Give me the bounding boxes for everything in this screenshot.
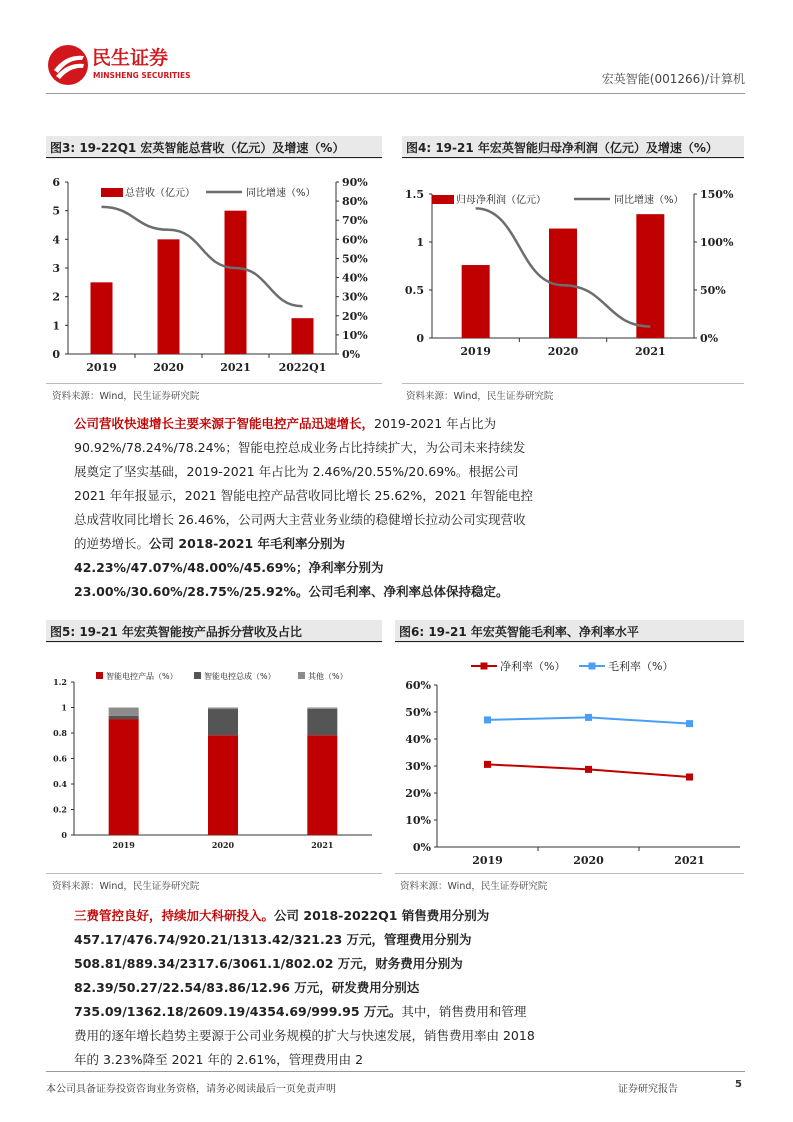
page-number: 5 [735, 1079, 742, 1090]
stack-2020-2 [208, 708, 238, 710]
fig6-source: 资料来源：Wind，民生证券研究院 [400, 881, 548, 892]
legend-swatch-0 [96, 672, 103, 679]
legend-label-0: 净利率（%） [500, 660, 566, 673]
x-tick-label: 2022Q1 [278, 361, 327, 374]
right-tick-label: 80% [342, 195, 368, 209]
left-tick-label: 1 [61, 702, 67, 713]
x-tick-label: 2020 [547, 345, 579, 358]
fig3-title-rule [46, 157, 382, 158]
stack-2020-1 [208, 709, 238, 735]
bar-2019 [462, 265, 490, 338]
paragraph-expenses [74, 904, 536, 1072]
fig5-chart [46, 660, 382, 870]
fig6-title-rule [395, 641, 744, 642]
brand-logo [46, 40, 196, 90]
left-tick-label: 0.4 [53, 779, 67, 789]
x-tick-label: 2021 [220, 361, 251, 374]
fig3-source: 资料来源：Wind，民生证券研究院 [52, 391, 200, 402]
left-tick-label: 20% [405, 787, 431, 800]
footer-disclaimer: 本公司具备证券投资咨询业务资格，请务必阅读最后一页免责声明 [46, 1084, 336, 1095]
left-tick-label: 40% [405, 733, 431, 746]
paragraph-revenue-body: 2019-2021 年占比为 90.92%/78.24%/78.24%；智能电控总成业务占比持续扩大，为公司未来持续发展奠定了坚实基础，2019-2021 年占比为 2.46%/20.55%/20.69%。根据公司 2021 年年报显示，2021 智能电控产品营收同比增长 25.62%，2021 年智能电控总成营收同比增长 26.46%，公司两大主营业务业绩的稳健增长拉动公司实现营收的逆势增长。 [74, 416, 533, 551]
x-tick-label: 2020 [573, 854, 604, 867]
series-point-1-2019 [484, 716, 491, 723]
fig3-title: 图3: 19-22Q1 宏英智能总营收（亿元）及增速（%） [46, 136, 382, 159]
left-tick-label: 0.6 [53, 753, 67, 764]
x-tick-label: 2021 [635, 345, 666, 358]
x-tick-label: 2020 [153, 361, 184, 374]
x-tick-label: 2021 [674, 854, 705, 867]
series-point-1-2021 [686, 720, 693, 727]
right-tick-label: 150% [700, 188, 734, 201]
x-tick-label: 2021 [311, 840, 334, 850]
legend-line-label: 同比增速（%） [614, 195, 684, 206]
fig5-source-rule [46, 873, 382, 874]
legend-label-1: 毛利率（%） [608, 660, 674, 673]
paragraph-revenue-margins: 公司 2018-2021 年毛利率分别为 42.23%/47.07%/48.00%/45.69%；净利率分别为 23.00%/30.60%/28.75%/25.92%。公司毛利率、净利率总体保持稳定。 [74, 536, 509, 599]
series-point-0-2021 [686, 774, 693, 781]
fig5-title: 图5: 19-21 年宏英智能按产品拆分营收及占比 [46, 620, 382, 643]
left-tick-label: 1 [416, 236, 424, 249]
left-tick-label: 0 [52, 348, 60, 361]
left-tick-label: 1.5 [404, 188, 424, 201]
x-tick-label: 2019 [460, 345, 491, 358]
x-tick-label: 2020 [211, 840, 235, 850]
left-tick-label: 10% [405, 814, 431, 827]
brand-name-en: MINSHENG SECURITIES [93, 71, 191, 80]
right-tick-label: 60% [342, 233, 368, 247]
fig6-chart [395, 650, 744, 872]
x-tick-label: 2019 [86, 361, 117, 374]
legend-label-2: 其他（%） [308, 672, 348, 681]
left-tick-label: 0 [416, 332, 424, 345]
x-tick-label: 2019 [472, 854, 503, 867]
left-tick-label: 0.8 [53, 728, 67, 738]
left-tick-label: 0.5 [404, 284, 424, 297]
series-point-0-2019 [484, 761, 491, 768]
series-point-0-2020 [585, 766, 592, 773]
fig4-chart [402, 170, 744, 380]
series-point-1-2020 [585, 714, 592, 721]
left-tick-label: 30% [405, 760, 431, 773]
legend-bar-swatch [101, 188, 123, 197]
left-tick-label: 60% [405, 679, 431, 692]
right-tick-label: 20% [342, 309, 368, 323]
x-tick-label: 2019 [112, 840, 135, 850]
legend-label-1: 智能电控总成（%） [204, 672, 276, 681]
paragraph-revenue-lead: 公司营收快速增长主要来源于智能电控产品迅速增长， [74, 416, 375, 431]
left-tick-label: 3 [52, 262, 60, 275]
left-tick-label: 0 [61, 830, 67, 840]
fig4-source: 资料来源：Wind，民生证券研究院 [406, 391, 554, 402]
legend-label-0: 智能电控产品（%） [106, 672, 178, 681]
right-tick-label: 0% [342, 348, 361, 361]
paragraph-expenses-lead: 三费管控良好，持续加大科研投入。 [74, 908, 275, 923]
footer-divider [46, 1071, 745, 1072]
right-tick-label: 50% [700, 284, 726, 297]
header-divider [46, 93, 745, 94]
left-tick-label: 1.2 [53, 677, 67, 687]
stack-2021-2 [307, 708, 337, 709]
paragraph-expenses-figures: 公司 2018-2022Q1 销售费用分别为 457.17/476.74/920.21/1313.42/321.23 万元，管理费用分别为 508.81/889.34/2317.6/3061.1/802.02 万元，财务费用分别为 82.39/50.27/22.54/83.86/12.96 万元，研发费用分别达 735.09/1362.18/2609.19/4354.69/999.95 万元。 [74, 908, 490, 1019]
left-tick-label: 4 [52, 233, 60, 247]
legend-bar-swatch [432, 195, 454, 204]
fig4-title-rule [402, 157, 744, 158]
left-tick-label: 50% [405, 706, 431, 719]
stack-2019-2 [109, 708, 139, 716]
document-title: 宏英智能(001266)/计算机 [601, 72, 745, 86]
stack-2019-1 [109, 716, 139, 719]
stack-2019-0 [109, 719, 139, 835]
fig4-source-rule [402, 383, 744, 384]
brand-name-cn: 民生证券 [92, 47, 169, 69]
right-tick-label: 10% [342, 328, 368, 342]
right-tick-label: 50% [342, 252, 368, 266]
paragraph-expenses-body: 其中，销售费用和管理费用的逐年增长趋势主要源于公司业务规模的扩大与快速发展，销售费用率由 2018 年的 3.23%降至 2021 年的 2.61%，管理费用由 2 [74, 1004, 535, 1067]
left-tick-label: 1 [52, 319, 60, 333]
fig5-source: 资料来源：Wind，民生证券研究院 [52, 881, 200, 892]
fig6-title: 图6: 19-21 年宏英智能毛利率、净利率水平 [395, 620, 744, 643]
fig3-chart [46, 168, 382, 380]
bar-2021 [636, 214, 664, 338]
legend-marker-1 [589, 663, 596, 670]
legend-marker-0 [481, 663, 488, 670]
left-tick-label: 6 [52, 176, 60, 189]
stack-2021-1 [307, 709, 337, 735]
legend-swatch-1 [194, 672, 201, 679]
footer-report-type: 证券研究报告 [618, 1084, 678, 1095]
right-tick-label: 90% [342, 176, 368, 189]
fig5-title-rule [46, 641, 382, 642]
left-tick-label: 2 [52, 290, 60, 304]
legend-line-label: 同比增速（%） [246, 188, 316, 199]
bar-2021 [225, 211, 247, 354]
fig6-source-rule [395, 873, 744, 874]
growth-line [102, 207, 303, 306]
left-tick-label: 5 [52, 204, 60, 218]
paragraph-revenue [74, 412, 536, 604]
fig3-source-rule [46, 383, 382, 384]
legend-bar-label: 归母净利润（亿元） [456, 195, 546, 206]
right-tick-label: 0% [700, 332, 719, 345]
left-tick-label: 0.2 [53, 804, 67, 815]
right-tick-label: 40% [342, 271, 368, 285]
bar-2022Q1 [292, 318, 314, 354]
left-tick-label: 0% [412, 841, 431, 854]
stack-2020-0 [208, 735, 238, 835]
stack-2021-0 [307, 735, 337, 835]
bar-2020 [158, 239, 180, 354]
bar-2019 [91, 282, 113, 354]
fig4-title: 图4: 19-21 年宏英智能归母净利润（亿元）及增速（%） [402, 136, 744, 159]
right-tick-label: 70% [342, 214, 368, 228]
right-tick-label: 30% [342, 290, 368, 304]
brand-logo-icon [46, 40, 196, 90]
legend-swatch-2 [298, 672, 305, 679]
legend-bar-label: 总营收（亿元） [125, 188, 195, 199]
right-tick-label: 100% [700, 236, 734, 249]
